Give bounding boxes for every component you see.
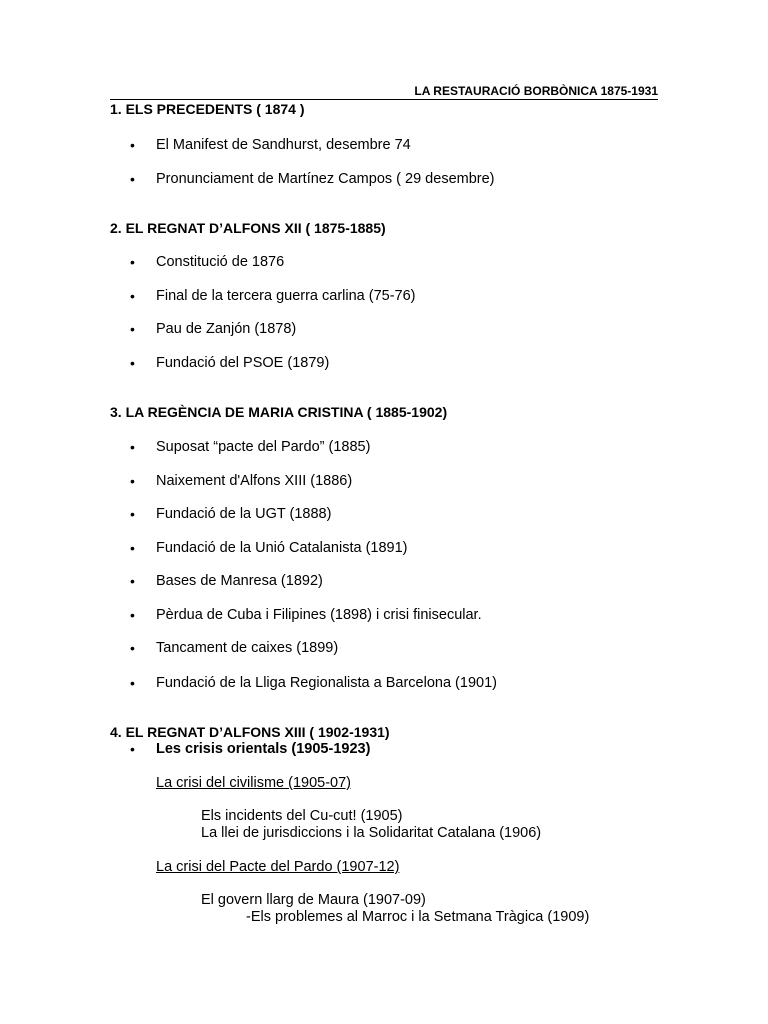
bullet-icon: • xyxy=(130,640,135,656)
section-2-title: 2. EL REGNAT D’ALFONS XII ( 1875-1885) xyxy=(110,220,386,236)
list-item: Fundació de la Unió Catalanista (1891) xyxy=(156,540,408,556)
list-item: Fundació del PSOE (1879) xyxy=(156,355,330,371)
list-item: Constitució de 1876 xyxy=(156,254,285,270)
list-item: Fundació de la Lliga Regionalista a Barcelona (1901) xyxy=(156,675,497,691)
section-4-title: 4. EL REGNAT D’ALFONS XIII ( 1902-1931) xyxy=(110,724,390,740)
bullet-icon: • xyxy=(130,607,135,623)
bullet-icon: • xyxy=(130,506,135,522)
bullet-icon: • xyxy=(130,288,135,304)
list-item: La llei de jurisdiccions i la Solidaritat Catalana (1906) xyxy=(201,825,542,841)
list-item: -Els problemes al Marroc i la Setmana Tràgica (1909) xyxy=(246,909,590,925)
list-item: Naixement d'Alfons XIII (1886) xyxy=(156,473,353,489)
subsection-title: La crisi del civilisme (1905-07) xyxy=(156,775,352,791)
list-item: Suposat “pacte del Pardo” (1885) xyxy=(156,439,371,455)
list-item: El govern llarg de Maura (1907-09) xyxy=(201,892,426,908)
list-item: Pèrdua de Cuba i Filipines (1898) i crisi finisecular. xyxy=(156,607,482,623)
bullet-icon: • xyxy=(130,355,135,371)
list-item: Bases de Manresa (1892) xyxy=(156,573,323,589)
list-item: Pronunciament de Martínez Campos ( 29 desembre) xyxy=(156,171,495,187)
bullet-icon: • xyxy=(130,321,135,337)
running-header: LA RESTAURACIÓ BORBÒNICA 1875-1931 xyxy=(110,84,658,100)
bullet-icon: • xyxy=(130,254,135,270)
list-item: El Manifest de Sandhurst, desembre 74 xyxy=(156,137,411,153)
list-item: Fundació de la UGT (1888) xyxy=(156,506,332,522)
list-item: Pau de Zanjón (1878) xyxy=(156,321,297,337)
bullet-icon: • xyxy=(130,573,135,589)
bullet-icon: • xyxy=(130,439,135,455)
list-item: Tancament de caixes (1899) xyxy=(156,640,339,656)
bullet-icon: • xyxy=(130,137,135,153)
subsection-title: La crisi del Pacte del Pardo (1907-12) xyxy=(156,859,400,875)
bullet-icon: • xyxy=(130,540,135,556)
bullet-icon: • xyxy=(130,675,135,691)
list-item: Final de la tercera guerra carlina (75-76) xyxy=(156,288,416,304)
bullet-icon: • xyxy=(130,741,135,757)
subsection-heading: Les crisis orientals (1905-1923) xyxy=(156,741,371,757)
list-item: Els incidents del Cu-cut! (1905) xyxy=(201,808,403,824)
section-1-title: 1. ELS PRECEDENTS ( 1874 ) xyxy=(110,101,305,117)
bullet-icon: • xyxy=(130,473,135,489)
section-3-title: 3. LA REGÈNCIA DE MARIA CRISTINA ( 1885-1902) xyxy=(110,404,448,420)
bullet-icon: • xyxy=(130,171,135,187)
